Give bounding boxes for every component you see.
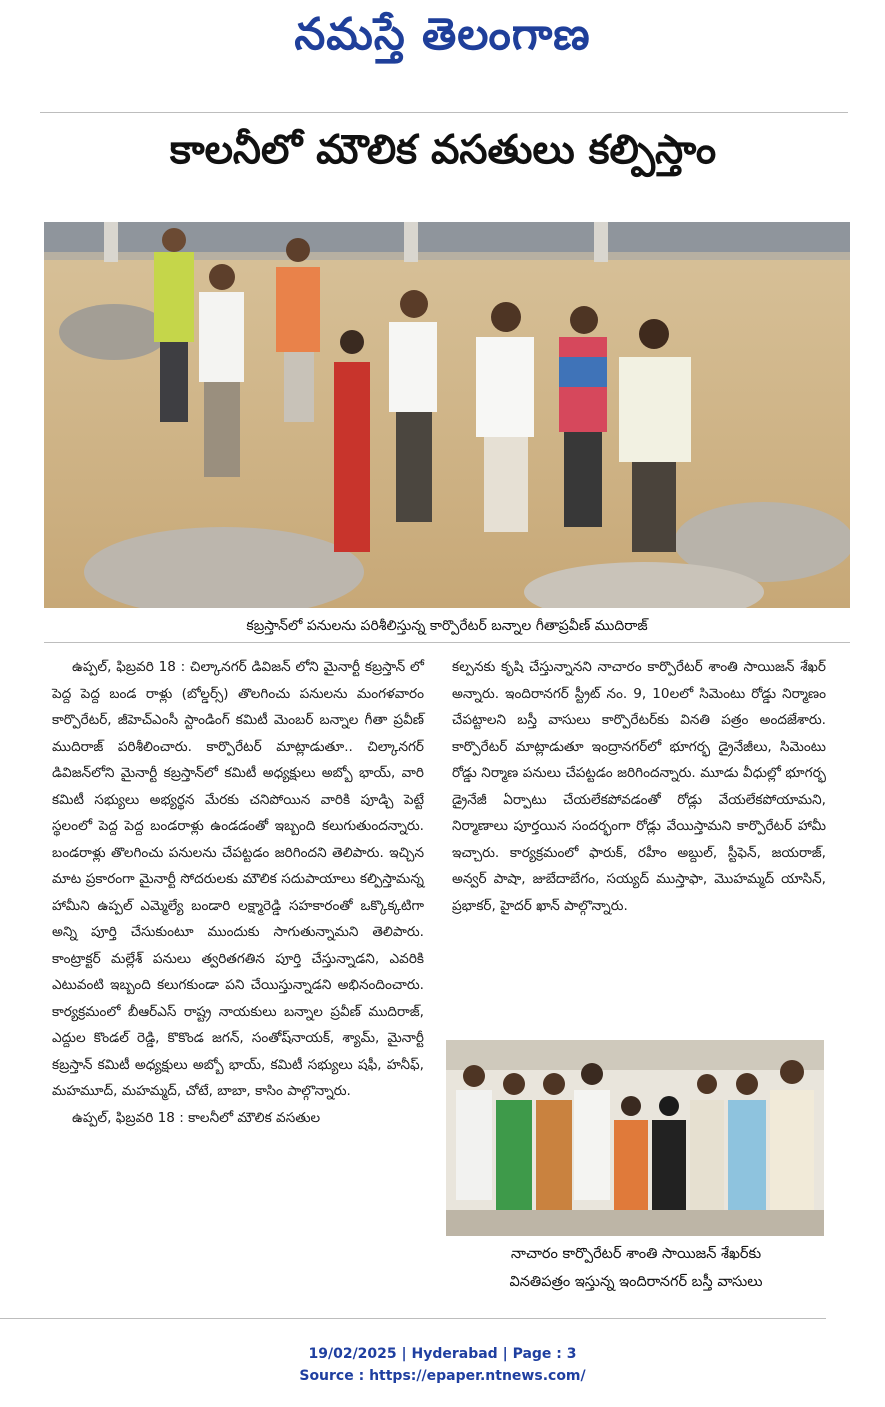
body-paragraph: ఉప్పల్, ఫిబ్రవరి 18 : కాలనీలో మౌలిక వసతుల (72, 1109, 321, 1126)
article-body-right (452, 654, 826, 919)
secondary-photo-caption (446, 1240, 826, 1296)
footer-divider (0, 1318, 826, 1319)
article-body-left (52, 654, 424, 1131)
secondary-photo (446, 1040, 824, 1236)
page-footer (0, 1343, 885, 1387)
edition-info: 19/02/2025 | Hyderabad | Page : 3 (308, 1346, 577, 1362)
newspaper-logo: నమస్తే తెలంగాణ (294, 9, 591, 60)
masthead-divider (40, 112, 848, 113)
photo-caption: కబ్రస్తాన్‌లో పనులను పరిశీలిస్తున్న కార్పొరేటర్ బన్నాల గీతాప్రవీణ్ ముదిరాజ్ (246, 618, 648, 634)
main-photo (44, 222, 850, 608)
body-paragraph: ఉప్పల్, ఫిబ్రవరి 18 : చిల్కానగర్ డివిజన్ లోని మైనార్టీ కబ్రస్తాన్ లో పెద్ద పెద్ద బండ రాళ్లు (బోల్డర్స్) తొలగించు పనులను మంగళవారం కార్పొరేటర్, జీహెచ్ఎంసీ స్టాండింగ్ కమిటీ మెంబర్ బన్నాల గీతా ప్రవీణ్ ముదిరాజ్ పరిశీలించారు. కార్పొరేటర్ మాట్లాడుతూ.. చిల్కానగర్ డివిజన్‌లోని మైనార్టీ కబ్రస్తాన్‌లో కమిటీ అధ్యక్షులు అబ్బో భాయ్, వారి కమిటీ సభ్యులు అభ్యర్థన మేరకు చనిపోయిన వారికి పూడ్చి పెట్టే స్థలంలో పెద్ద పెద్ద బండరాళ్లు ఉండడంతో ఇబ్బంది కలుగుతుందన్నారు. బండరాళ్లు తొలగించు పనులను చేపట్టడం జరిగిందని తెలిపారు. ఇచ్చిన మాట ప్రకారంగా మైనార్టీ సోదరులకు మౌలిక సదుపాయాలు కల్పిస్తామన్న హామీని ఉప్పల్ ఎమ్మెల్యే బండారి లక్ష్మారెడ్డి సహకారంతో ఒక్కొక్కటిగా అన్ని పూర్తి చేసుకుంటూ ముందుకు సాగుతున్నామని తెలిపారు. కాంట్రాక్టర్ మల్లేశ్ పనులు త్వరితగతిన పూర్తి చేస్తున్నాడని, ఎవరికి ఎటువంటి ఇబ్బంది కలుగకుండా పని చేయిస్తున్నాడని అభినందించారు. కార్యక్రమంలో బీఆర్ఎస్ రాష్ట్ర నాయకులు బన్నాల ప్రవీణ్ ముదిరాజ్, ఎద్దుల కొండల్ రెడ్డి, కొకొండ జగన్, సంతోష్‌నాయక్, శ్యామ్, మైనార్టీ కబ్రస్తాన్ కమిటీ అధ్యక్షులు అబ్బో భాయ్, కమిటీ సభ్యులు షఫీ, హనీఫ్, మహమూద్, మహమ్మద్, చోటే, బాబా, కాసిం పాల్గొన్నారు. (52, 659, 424, 1099)
caption-line: వినతిపత్రం ఇస్తున్న ఇందిరానగర్ బస్తీ వాసులు (509, 1274, 763, 1290)
caption-divider (44, 642, 850, 643)
article-headline: కాలనీలో మౌలిక వసతులు కల్పిస్తాం (169, 127, 717, 173)
caption-line: నాచారం కార్పొరేటర్ శాంతి సాయిజన్ శేఖర్‌కు (510, 1246, 762, 1262)
body-paragraph: కల్పనకు కృషి చేస్తున్నానని నాచారం కార్పొరేటర్ శాంతి సాయిజన్ శేఖర్ అన్నారు. ఇందిరానగర్ స్ట్రీట్ నం. 9, 10లలో సిమెంటు రోడ్డు నిర్మాణం చేపట్టాలని బస్తీ వాసులు కార్పొరేటర్‌కు వినతి పత్రం అందజేశారు. కార్పొరేటర్ మాట్లాడుతూ ఇంద్రానగర్‌లో భూగర్భ డ్రైనేజీలు, సిమెంటు రోడ్డు నిర్మాణ పనులు చేపట్టడం జరిగిందన్నారు. మూడు వీధుల్లో భూగర్భ డ్రైనేజీ ఏర్పాటు చేయలేకపోవడంతో రోడ్లు వేయలేకపోయామని, నిర్మాణాలు పూర్తయిన సందర్భంగా రోడ్లు వేయిస్తామని కార్పొరేటర్ హామీ ఇచ్చారు. కార్యక్రమంలో ఫారుక్, రహీం అబ్దుల్, స్టీఫెన్, జయరాజ్, అన్వర్ పాషా, జుబేదాబేగం, సయ్యద్ ముస్తాఫా, మొహమ్మద్ యాసిన్, ప్రభాకర్, హైదర్ ఖాన్ పాల్గొన్నారు. (452, 659, 826, 914)
masthead (0, 0, 885, 80)
source-link[interactable]: Source : https://epaper.ntnews.com/ (299, 1368, 586, 1384)
